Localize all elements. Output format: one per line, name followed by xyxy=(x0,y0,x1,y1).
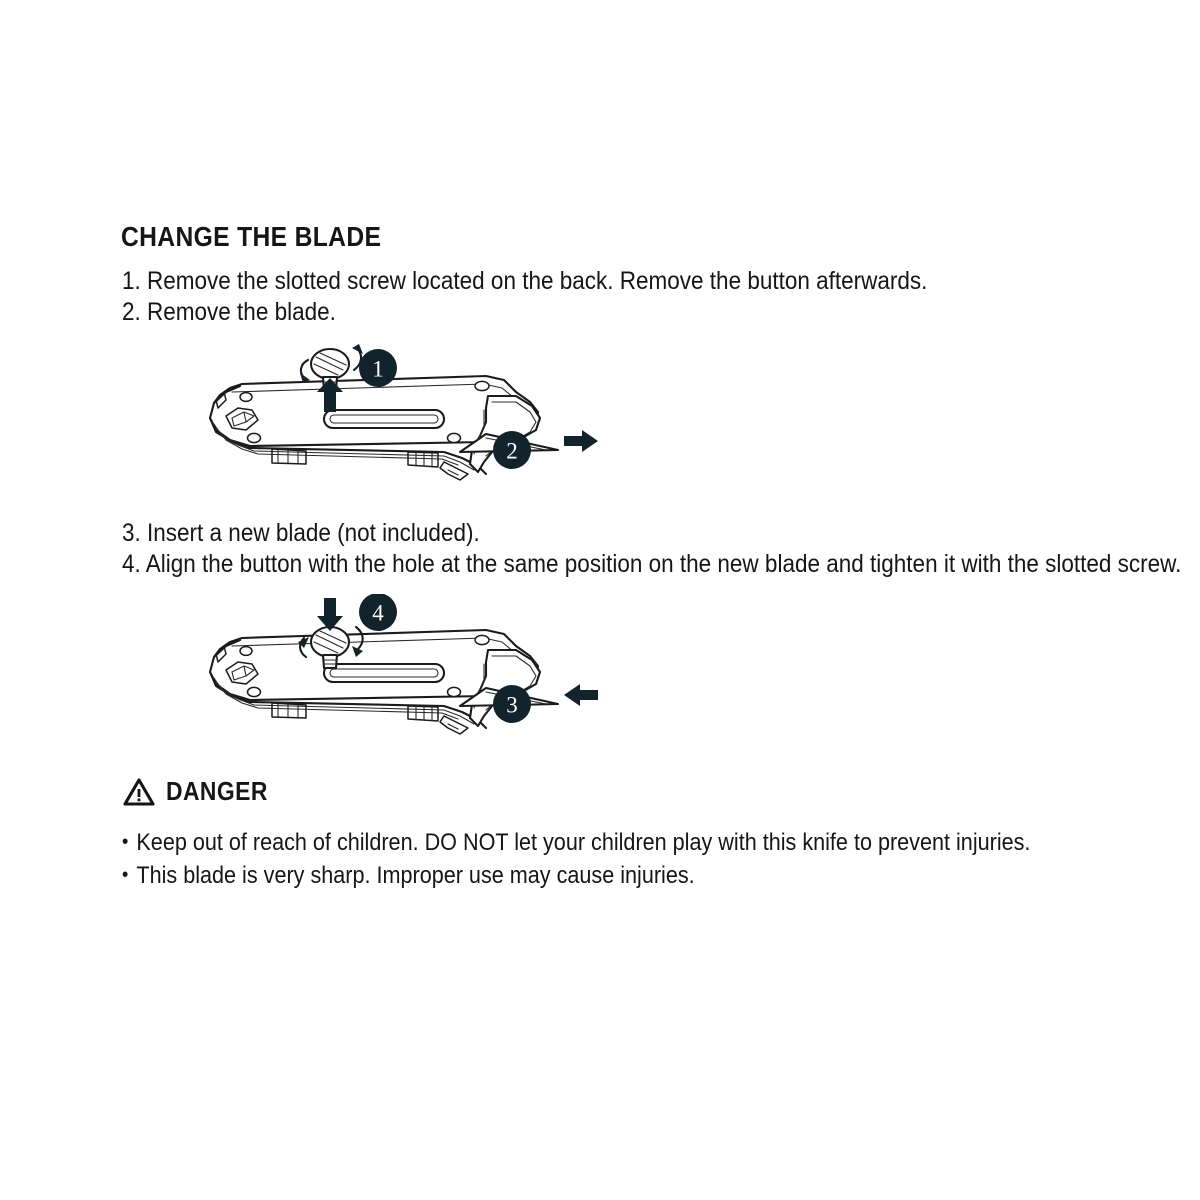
pivot-hole xyxy=(448,433,461,442)
pivot-hole xyxy=(248,433,261,442)
callout-badge-label: 2 xyxy=(506,438,518,464)
page-title: CHANGE THE BLADE xyxy=(121,221,382,252)
pivot-hole xyxy=(240,647,252,656)
pivot-hole xyxy=(248,687,261,696)
blade-groove-slot xyxy=(324,664,444,682)
callout-badge-label: 1 xyxy=(372,356,384,382)
blade-out-arrow xyxy=(564,430,598,452)
list-item: • Keep out of reach of children. DO NOT let your children play with this knife to prevent injuries. xyxy=(122,826,1030,859)
knife-illustration-remove xyxy=(186,340,606,510)
knife-diagram-remove xyxy=(186,340,606,510)
danger-list xyxy=(122,826,1030,892)
blade-in-arrow xyxy=(564,684,598,706)
callout-badge-2 xyxy=(493,431,531,469)
blade-groove-slot xyxy=(324,410,444,428)
screw-down-arrow xyxy=(317,598,343,631)
lanyard-hole xyxy=(475,635,489,644)
warning-triangle-icon xyxy=(122,777,156,807)
danger-title: DANGER xyxy=(166,776,268,806)
knife-illustration-install xyxy=(186,594,606,764)
callout-badge-4 xyxy=(359,594,397,631)
step-item: 3. Insert a new blade (not included). xyxy=(122,519,480,547)
callout-badge-1 xyxy=(359,349,397,387)
callout-badge-label: 3 xyxy=(506,692,518,718)
step-item: 1. Remove the slotted screw located on the back. Remove the button afterwards. xyxy=(122,267,928,295)
step-item: 2. Remove the blade. xyxy=(122,298,336,326)
lanyard-hole xyxy=(475,381,489,390)
pivot-hole xyxy=(448,687,461,696)
steps-list-top xyxy=(122,266,927,328)
pivot-hole xyxy=(240,393,252,402)
step-item: 4. Align the button with the hole at the same position on the new blade and tighten it with the slotted screw. xyxy=(122,550,1182,578)
callout-badge-label: 4 xyxy=(372,600,384,626)
knife-diagram-install xyxy=(186,594,606,764)
danger-heading xyxy=(122,776,282,807)
list-item: • This blade is very sharp. Improper use may cause injuries. xyxy=(122,859,1030,892)
steps-list-middle xyxy=(122,518,1181,580)
screw-rotate-left-arrow xyxy=(300,360,310,383)
callout-badge-3 xyxy=(493,685,531,723)
